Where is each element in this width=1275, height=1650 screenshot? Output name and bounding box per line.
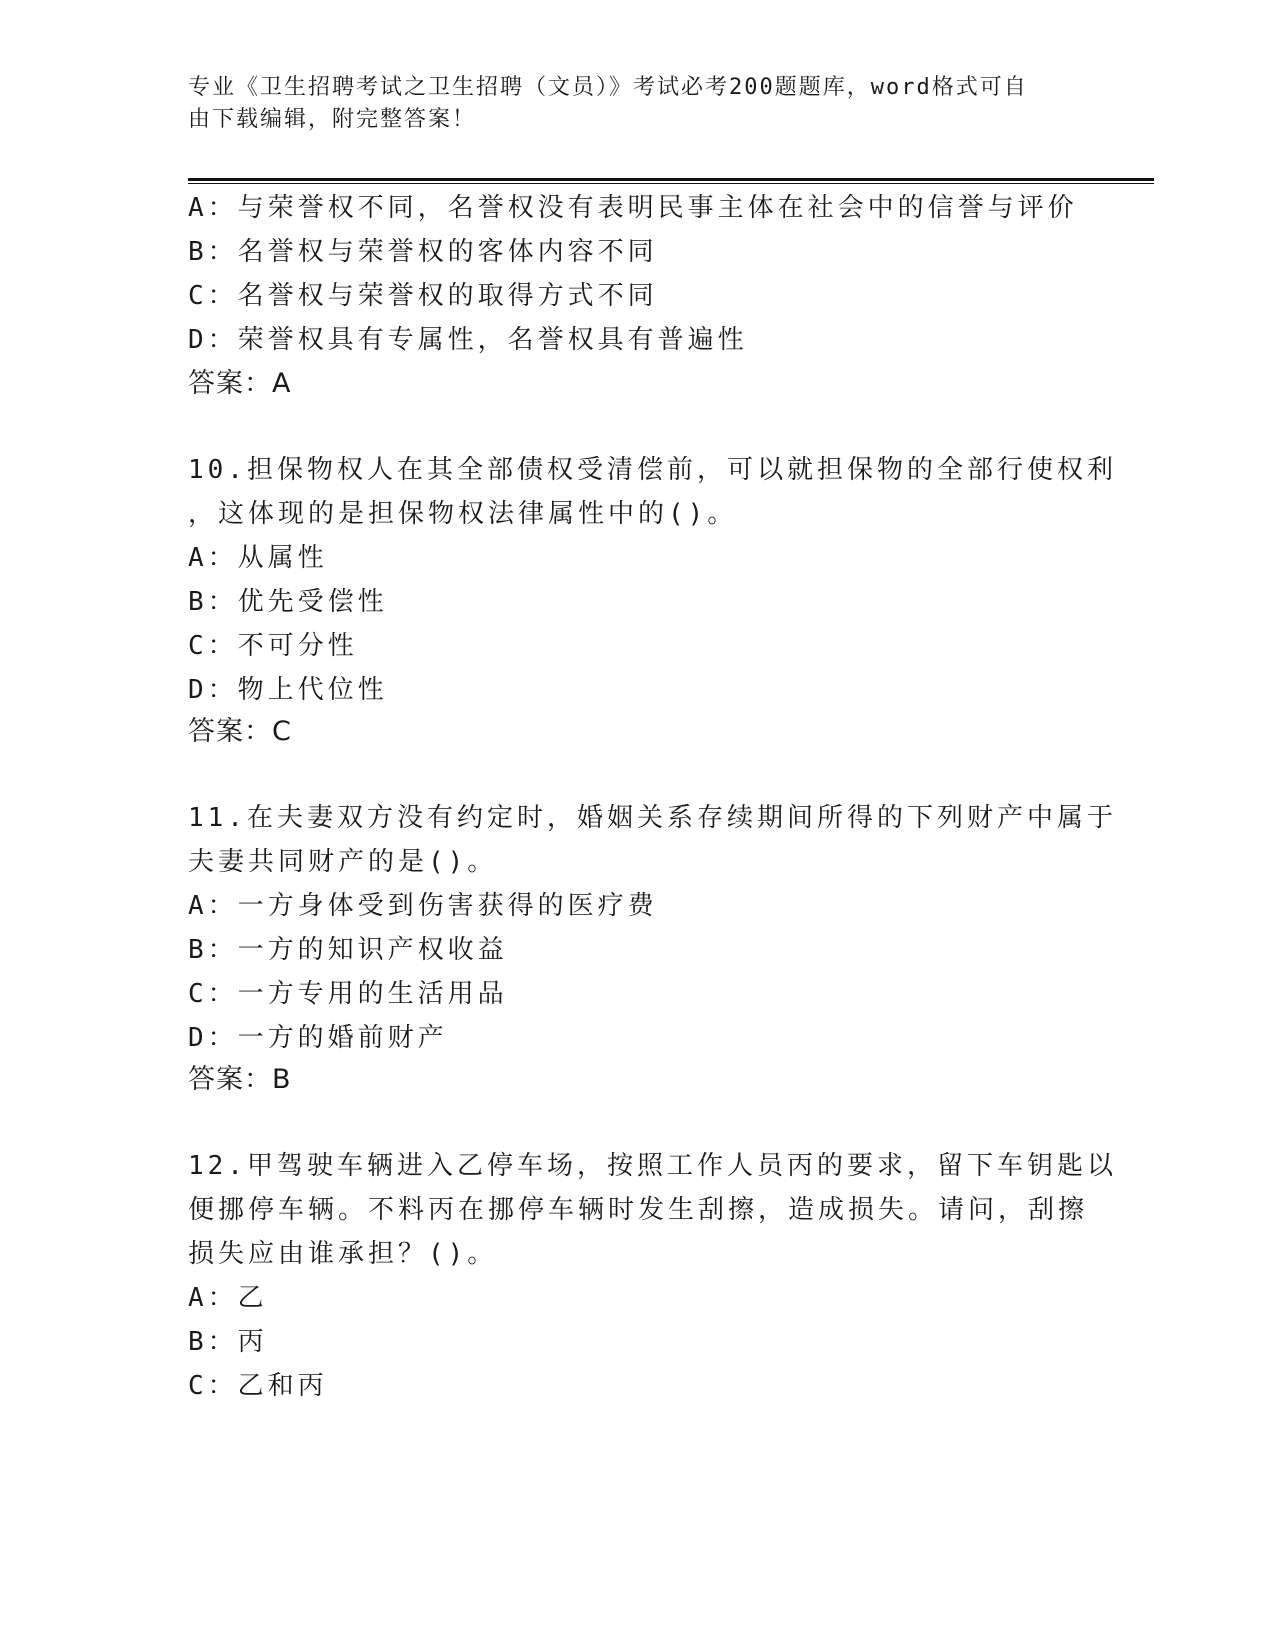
header-rule-thick	[188, 178, 1154, 181]
header-line-1: 专业《卫生招聘考试之卫生招聘（文员）》考试必考200题题库，word格式可自	[188, 75, 1028, 100]
option-d: D：物上代位性	[188, 675, 388, 705]
option-a: A：乙	[188, 1283, 268, 1313]
option-c: C：乙和丙	[188, 1371, 328, 1401]
option-c: C：名誉权与荣誉权的取得方式不同	[188, 281, 658, 311]
question-stem: 夫妻共同财产的是()。	[188, 847, 498, 877]
question-stem: 12.甲驾驶车辆进入乙停车场，按照工作人员丙的要求，留下车钥匙以	[188, 1151, 1117, 1181]
answer-label: 答案：A	[188, 368, 292, 399]
question-stem: 损失应由谁承担？()。	[188, 1239, 498, 1269]
option-c: C：一方专用的生活用品	[188, 979, 508, 1009]
option-b: B：一方的知识产权收益	[188, 935, 508, 965]
option-a: A：一方身体受到伤害获得的医疗费	[188, 891, 658, 921]
option-d: D：荣誉权具有专属性，名誉权具有普遍性	[188, 325, 748, 355]
option-b: B：名誉权与荣誉权的客体内容不同	[188, 237, 658, 267]
header-line-2: 由下载编辑，附完整答案！	[188, 107, 477, 132]
option-b: B：优先受偿性	[188, 587, 388, 617]
option-a: A：从属性	[188, 543, 328, 573]
question-stem: 10.担保物权人在其全部债权受清偿前，可以就担保物的全部行使权利	[188, 455, 1117, 485]
option-d: D：一方的婚前财产	[188, 1023, 448, 1053]
header-rule-thin	[188, 183, 1154, 184]
option-b: B：丙	[188, 1327, 268, 1357]
question-stem: 便挪停车辆。不料丙在挪停车辆时发生刮擦，造成损失。请问，刮擦	[188, 1195, 1089, 1225]
document-header	[188, 72, 1088, 136]
answer-label: 答案：C	[188, 716, 292, 747]
question-stem: 11.在夫妻双方没有约定时，婚姻关系存续期间所得的下列财产中属于	[188, 803, 1117, 833]
option-a: A：与荣誉权不同，名誉权没有表明民事主体在社会中的信誉与评价	[188, 193, 1078, 223]
question-stem: ，这体现的是担保物权法律属性中的()。	[188, 499, 738, 529]
option-c: C：不可分性	[188, 631, 358, 661]
answer-label: 答案：B	[188, 1064, 292, 1095]
